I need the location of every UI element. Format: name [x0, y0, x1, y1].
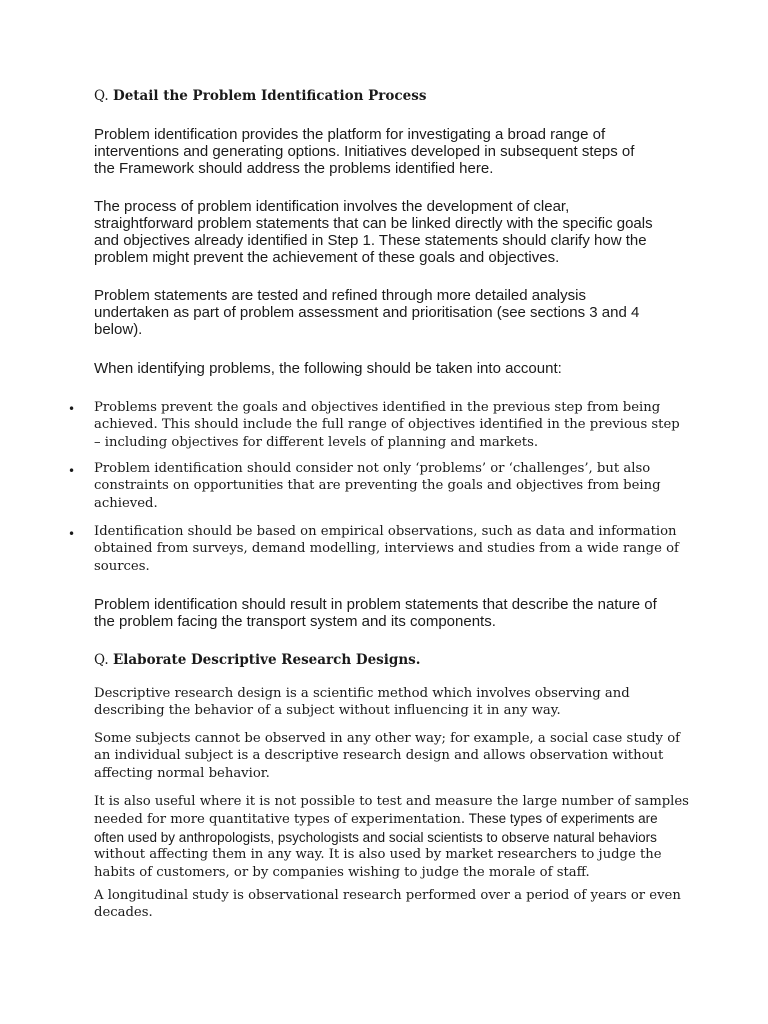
text-segment: These types of experiments are [465, 811, 658, 827]
text-line: – including objectives for different levels of planning and markets. [94, 434, 539, 450]
text-line: habits of customers, or by companies wishing to judge the morale of staff. [94, 864, 590, 880]
text-line: Problem identification should consider not only ‘problems’ or ‘challenges’, but also [94, 461, 651, 476]
text-line: The process of problem identification involves the development of clear, [94, 198, 570, 215]
bullet-item-1 [94, 399, 694, 451]
text-line: describing the behavior of a subject without influencing it in any way. [94, 703, 561, 719]
text-line: Problem statements are tested and refined through more detailed analysis [94, 287, 586, 304]
bullet-icon: • [68, 527, 76, 541]
text-line: Problem identification provides the platform for investigating a broad range of [94, 126, 606, 143]
text-line: an individual subject is a descriptive research design and allows observation without [94, 748, 664, 764]
bullet-item-2 [94, 460, 694, 512]
text-line: decades. [94, 905, 153, 921]
text-line: and objectives already identified in Step 1. These statements should clarify how the [94, 232, 647, 249]
section2-paragraph-1 [94, 685, 694, 720]
text-line: Descriptive research design is a scientific method which involves observing and [94, 686, 630, 701]
text-line: achieved. [94, 495, 158, 511]
text-line [94, 810, 694, 828]
text-line: the Framework should address the problems identified here. [94, 160, 494, 177]
section2-heading [94, 651, 420, 669]
text-line: without affecting them in any way. It is also used by market researchers to judge the [94, 847, 662, 863]
section2-paragraph-2 [94, 730, 694, 782]
section2-heading-title: Elaborate Descriptive Research Designs. [112, 652, 421, 668]
bullet-icon: • [68, 402, 76, 416]
text-line: straightforward problem statements that can be linked directly with the specific goals [94, 215, 653, 232]
section1-heading [94, 87, 426, 105]
section1-paragraph-4 [94, 360, 694, 377]
text-line: interventions and generating options. Initiatives developed in subsequent steps of [94, 143, 635, 160]
section2-paragraph-4 [94, 887, 694, 922]
text-segment: needed for more quantitative types of experimentation. [94, 812, 466, 828]
section1-paragraph-1 [94, 126, 694, 177]
text-line: Identification should be based on empirical observations, such as data and information [94, 524, 677, 539]
text-line: below). [94, 321, 143, 338]
section2-heading-prefix: Q. [94, 652, 109, 668]
section1-paragraph-5 [94, 596, 694, 630]
text-line: the problem facing the transport system and its components. [94, 613, 496, 630]
bullet-item-3 [94, 523, 694, 575]
text-line: A longitudinal study is observational research performed over a period of years or even [94, 888, 681, 903]
text-line: When identifying problems, the following should be taken into account: [94, 360, 562, 377]
text-line: Problems prevent the goals and objectives identified in the previous step from being [94, 400, 661, 415]
text-line: achieved. This should include the full range of objectives identified in the previous step [94, 417, 680, 433]
section1-paragraph-3 [94, 287, 694, 338]
bullet-icon: • [68, 464, 76, 478]
text-line: It is also useful where it is not possible to test and measure the large number of samples [94, 794, 689, 809]
text-line: constraints on opportunities that are preventing the goals and objectives from being [94, 478, 661, 494]
text-line: obtained from surveys, demand modelling, interviews and studies from a wide range of [94, 541, 679, 557]
text-line: undertaken as part of problem assessment and prioritisation (see sections 3 and 4 [94, 304, 640, 321]
section1-heading-title: Detail the Problem Identification Process [112, 88, 427, 104]
section2-paragraph-3 [94, 793, 694, 881]
text-line: Problem identification should result in problem statements that describe the nature of [94, 596, 657, 613]
text-line: problem might prevent the achievement of these goals and objectives. [94, 249, 560, 266]
text-line: affecting normal behavior. [94, 765, 270, 781]
section1-heading-prefix: Q. [94, 88, 109, 104]
text-line: often used by anthropologists, psychologists and social scientists to observe natural behaviors [94, 829, 657, 845]
text-line: Some subjects cannot be observed in any other way; for example, a social case study of [94, 731, 681, 746]
text-line: sources. [94, 558, 150, 574]
section1-paragraph-2 [94, 198, 694, 266]
